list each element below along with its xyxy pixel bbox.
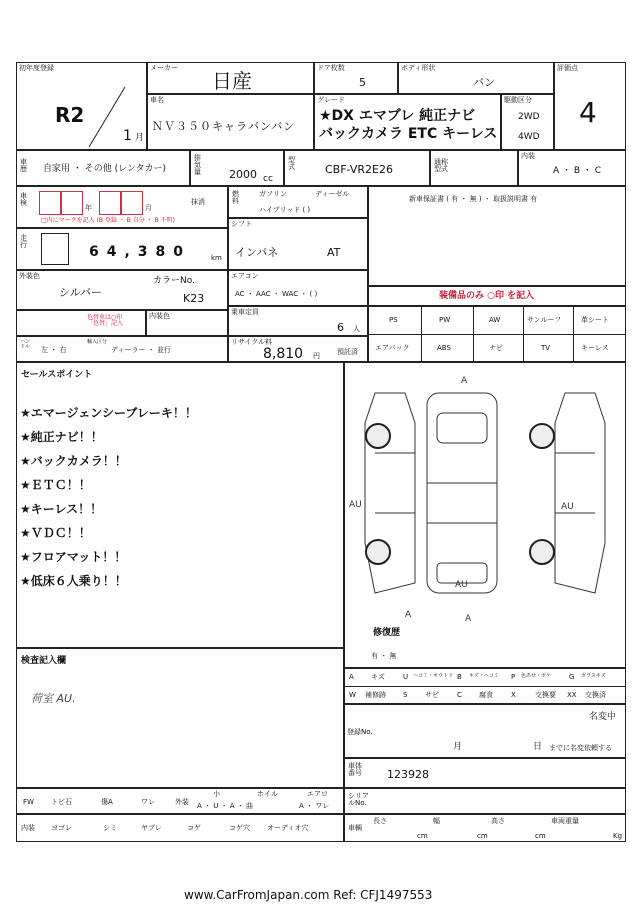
damage-mark: A: [461, 376, 468, 386]
doors-label: ドア枚数: [317, 64, 345, 72]
aero-value: A ・ ワレ: [299, 802, 330, 810]
equip-keyless: キーレス: [581, 344, 609, 352]
interior-grade-value: A ・ B ・ C: [553, 166, 602, 176]
legend-code: C: [457, 691, 462, 699]
first-reg-label: 初年度登録: [19, 64, 54, 72]
wheel-rear-left-icon: [365, 539, 391, 565]
interior-grade-label: 内装: [521, 152, 535, 160]
diagram-box: [344, 362, 626, 668]
shift-value: AT: [327, 246, 341, 259]
interior-grade-box: [518, 150, 626, 186]
reg-deadline: までに名変依頼する: [549, 744, 612, 752]
color-change-box: [16, 310, 146, 336]
height-unit: cm: [535, 832, 546, 840]
sales-point: ★バックカメラ！！: [20, 454, 127, 468]
score-box: [554, 62, 626, 150]
recycle-label: リサイクル料: [231, 338, 273, 346]
body-label: ボディ形状: [401, 64, 436, 72]
body-box: [398, 62, 554, 94]
fw-item: ワレ: [141, 798, 155, 806]
car-diagram-icon: [345, 363, 625, 623]
reg-no-label: 登録No.: [347, 728, 373, 736]
ext-small: 小: [213, 790, 220, 798]
ext-color-box: [16, 270, 228, 310]
fuel-gas: ガソリン: [259, 190, 287, 198]
sales-point: ★純正ナビ！！: [20, 430, 103, 444]
inspection-note: □内にマークを記入 (B 登録 ・ B 自分 ・ B 不明): [41, 217, 175, 224]
color-no-value: K23: [183, 292, 205, 305]
drive-box: [501, 94, 554, 150]
inspection-label: 車検: [20, 192, 27, 207]
int-color-label: 内装色: [149, 312, 170, 320]
inspection-notes-box: [16, 648, 344, 788]
int-row: [16, 814, 344, 842]
aero-label: エアロ: [307, 790, 328, 798]
fw-item: 傷A: [101, 798, 113, 806]
weight-label: 車両重量: [551, 817, 579, 825]
cert-label: 通称型式: [434, 158, 448, 173]
import-value: ディーラー ・ 並行: [111, 346, 171, 354]
slash-divider-icon: [87, 85, 127, 149]
shift-position: インパネ: [235, 246, 279, 259]
reg-month: 月: [453, 742, 463, 752]
sales-point: ★フロアマット！！: [20, 550, 127, 564]
legend-code: W: [349, 691, 356, 699]
first-reg-year: R2: [55, 103, 85, 127]
cert-box: [430, 150, 518, 186]
ac-box: [228, 270, 368, 306]
fuel-hybrid: ハイブリッド ( ): [259, 206, 311, 214]
grade-line2: バックカメラ ETC キーレス: [319, 126, 498, 142]
maker-box: [147, 62, 314, 94]
reg-day: 日: [533, 742, 543, 752]
mileage-value: 64,380: [89, 244, 192, 260]
drive-2wd: 2WD: [518, 112, 540, 122]
legend-desc: ガラスキズ: [581, 673, 606, 679]
maker-label: メーカー: [150, 64, 178, 72]
int-item: シミ: [103, 824, 117, 832]
equip-leather: 革シート: [581, 316, 609, 324]
color-change-note: 色替車は○印 「色替」記入: [87, 314, 124, 327]
height-label: 高さ: [491, 817, 505, 825]
damage-mark: AU: [455, 580, 468, 590]
grade-box: [314, 94, 501, 150]
equip-grid: [368, 306, 626, 362]
recycle-unit: 円: [313, 352, 320, 360]
shift-box: [228, 218, 368, 270]
width-unit: cm: [477, 832, 488, 840]
capacity-label: 乗車定員: [231, 308, 259, 316]
fuel-label: 燃料: [232, 190, 239, 205]
usage-value: 自家用 ・ その他 (レンタカー): [43, 164, 167, 174]
handle-box: [16, 336, 228, 362]
repair-history-label: 修復歴: [373, 628, 401, 638]
drive-label: 駆動区分: [504, 96, 532, 104]
sales-points-list: [20, 404, 197, 596]
usage-box: [16, 150, 190, 186]
weight-unit: Kg: [613, 832, 623, 840]
footer-watermark: www.CarFromJapan.com Ref: CFJ1497553: [184, 888, 433, 902]
doors-value: 5: [359, 76, 366, 89]
int-item: ヤブレ: [141, 824, 162, 832]
type-box: [284, 150, 430, 186]
inspection-date-box: [16, 186, 228, 228]
chassis-label: 車体番号: [348, 762, 362, 777]
legend-code: U: [403, 673, 409, 681]
usage-label: 車歴: [20, 158, 27, 173]
length-label: 長さ: [373, 817, 387, 825]
type-value: CBF-VR2E26: [325, 163, 393, 176]
legend-code: B: [457, 673, 462, 681]
int-item: オーディオ穴: [267, 824, 309, 832]
damage-mark: A: [405, 610, 412, 620]
docs-text: 新車保証書 ( 有 ・ 無 ) ・ 取扱説明書 有: [409, 195, 538, 203]
size-label: 車輌: [348, 824, 362, 832]
displacement-label: 排気量: [194, 154, 201, 176]
chassis-value: 123928: [387, 768, 429, 781]
drive-4wd: 4WD: [518, 132, 540, 142]
inspection-year-box1: [39, 191, 61, 215]
displacement-box: [190, 150, 284, 186]
recycle-box: [228, 336, 368, 362]
displacement-unit: cc: [263, 174, 273, 184]
equip-navi: ナビ: [489, 344, 503, 352]
repair-history-value: 有 ・ 無: [371, 652, 397, 660]
score-label: 評価点: [557, 64, 578, 72]
equip-sunroof: サンルーフ: [527, 316, 562, 324]
inspection-month-box1: [99, 191, 121, 215]
inspection-notes-text: 荷室 AU.: [31, 692, 76, 705]
equip-airbag: エアバック: [375, 344, 410, 352]
wheel-front-left-icon: [365, 423, 391, 449]
length-unit: cm: [417, 832, 428, 840]
mileage-digit-box: [41, 233, 69, 265]
serial-box: [344, 788, 626, 814]
legend-box: [344, 668, 626, 704]
wheel-rear-right-icon: [529, 539, 555, 565]
legend-desc: 色あせ・ボケ: [521, 673, 552, 679]
type-label: 型式: [288, 156, 295, 171]
equip-pw: PW: [439, 316, 451, 324]
legend-code: XX: [567, 691, 577, 699]
legend-code: X: [511, 691, 516, 699]
equip-ps: PS: [389, 316, 398, 324]
fw-label: FW: [23, 798, 34, 806]
legend-code: S: [403, 691, 408, 699]
registration-box: [344, 704, 626, 758]
body-value: バン: [473, 76, 495, 89]
legend-desc: 交換済: [585, 691, 606, 699]
first-reg-box: [16, 62, 147, 150]
recycle-value: 8,810: [263, 346, 304, 362]
sales-title: セールスポイント: [21, 370, 93, 380]
legend-desc: ヘコミ・オウトツ: [413, 673, 454, 679]
legend-code: A: [349, 673, 354, 681]
legend-code: G: [569, 673, 575, 681]
fw-ext-row: [16, 788, 344, 814]
recycle-deposit: 預託済: [337, 348, 358, 356]
inspection-month-unit: 月: [145, 204, 152, 212]
size-box: [344, 814, 626, 842]
capacity-unit: 人: [353, 325, 360, 333]
first-reg-month-unit: 月: [135, 133, 145, 143]
grade-line1: ★DX エマブレ 純正ナビ: [319, 108, 476, 124]
model-box: [147, 94, 314, 150]
equip-tv: TV: [541, 344, 551, 352]
legend-desc: 交換要: [535, 691, 556, 699]
score-value: 4: [579, 96, 597, 129]
ac-label: エアコン: [231, 272, 259, 280]
mileage-label: 走行: [20, 234, 27, 249]
mileage-unit: km: [211, 254, 222, 262]
ext-color-value: シルバー: [59, 286, 102, 299]
width-label: 幅: [433, 817, 440, 825]
import-label: 輸入区分: [87, 339, 108, 345]
color-no-label: カラーNo.: [153, 276, 195, 286]
sales-point: ★ＥＴＣ！！: [20, 478, 91, 492]
capacity-value: 6: [337, 321, 344, 334]
ext-items: A ・ U ・ A ・ 曲: [197, 802, 254, 810]
inspection-notes-title: 検査記入欄: [21, 656, 67, 666]
inspection-none: 抹消: [191, 198, 205, 206]
sales-point: ★キーレス！！: [20, 502, 103, 516]
handle-label: ハンドル: [20, 339, 31, 350]
legend-desc: サビ: [425, 691, 439, 699]
legend-code: P: [511, 673, 516, 681]
equip-aw: AW: [489, 316, 501, 324]
int-item: コゲ: [187, 824, 201, 832]
damage-mark: AU: [561, 502, 574, 512]
mileage-box: [16, 228, 228, 270]
ac-value: AC ・ AAC ・ WAC ・ ( ): [235, 290, 318, 298]
int-item: ヨゴレ: [51, 824, 72, 832]
int-color-box: [146, 310, 228, 336]
capacity-box: [228, 306, 368, 336]
first-reg-month: 1: [123, 128, 132, 144]
sales-point: ★低床６人乗り！！: [20, 574, 127, 588]
doors-box: [314, 62, 398, 94]
int-label: 内装: [21, 824, 35, 832]
inspection-year-box2: [61, 191, 83, 215]
ext-color-label: 外装色: [19, 272, 40, 280]
wheel-label: ホイル: [257, 790, 278, 798]
chassis-box: [344, 758, 626, 788]
equip-title-box: [368, 286, 626, 306]
model-label: 車名: [150, 96, 164, 104]
legend-desc: キズ・ヘコミ: [469, 673, 499, 679]
docs-box: [368, 186, 626, 286]
serial-label: シリアルNo.: [348, 792, 369, 807]
maker-value: 日産: [212, 69, 252, 93]
damage-mark: AU: [349, 500, 362, 510]
shift-label: シフト: [231, 220, 252, 228]
int-item: コゲ穴: [229, 824, 250, 832]
legend-desc: キズ: [371, 673, 385, 681]
displacement-value: 2000: [229, 168, 257, 181]
inspection-month-box2: [121, 191, 143, 215]
wheel-front-right-icon: [529, 423, 555, 449]
legend-desc: 腐食: [479, 691, 493, 699]
equip-abs: ABS: [437, 344, 451, 352]
damage-mark: A: [465, 614, 472, 624]
grade-label: グレード: [317, 96, 345, 104]
model-value: ＮＶ３５０キャラバンバン: [152, 120, 296, 133]
equip-title: 装備品のみ ○印 を記入: [439, 291, 535, 301]
fuel-diesel: ディーゼル: [315, 190, 350, 198]
ext-label: 外装: [175, 798, 189, 806]
meter-change-label: 名変中: [589, 712, 617, 722]
sales-point: ★エマージェンシーブレーキ！！: [20, 406, 197, 420]
handle-value: 左 ・ 右: [41, 346, 67, 354]
legend-desc: 補修跡: [365, 691, 386, 699]
fw-item: トビ石: [51, 798, 72, 806]
inspection-year-unit: 年: [85, 204, 92, 212]
sales-point: ★ＶＤＣ！！: [20, 526, 91, 540]
fuel-box: [228, 186, 368, 218]
